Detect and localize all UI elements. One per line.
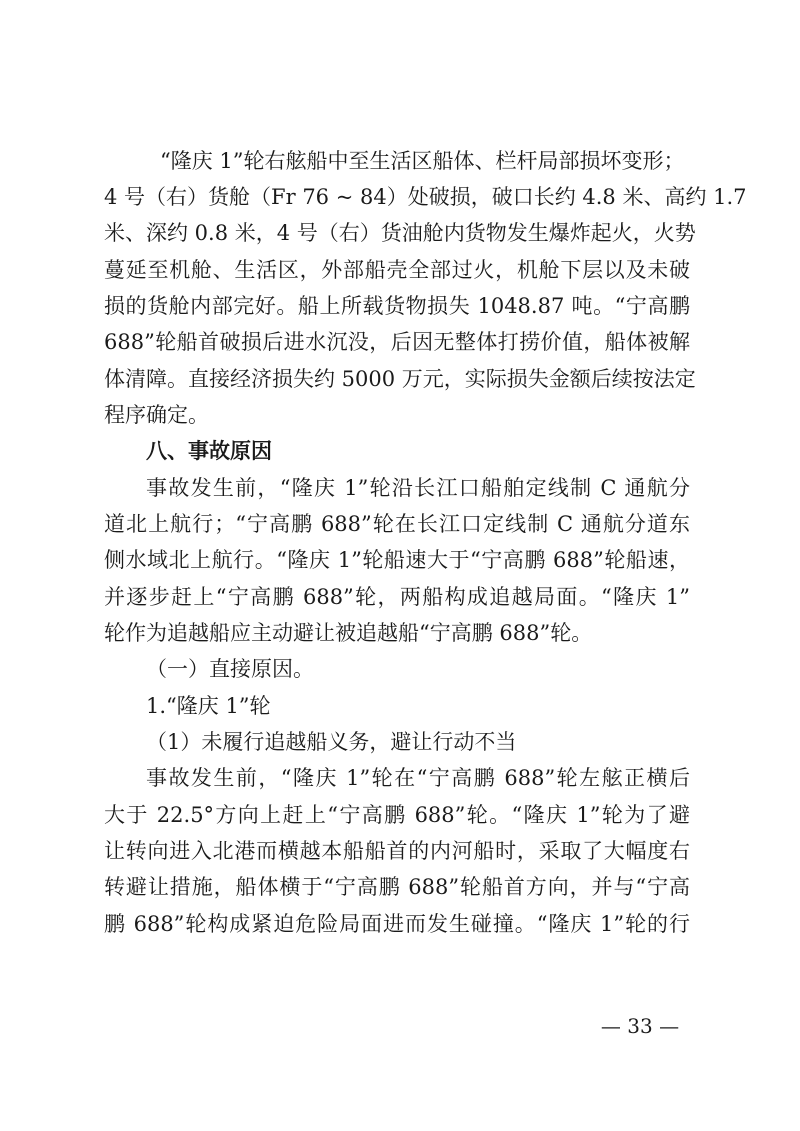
text-line: 鹏 688”轮构成紧迫危险局面进而发生碰撞。“隆庆 1”轮的行 (104, 912, 690, 936)
text-line: “隆庆 1”轮右舷船中至生活区船体、栏杆局部损坏变形； (160, 149, 685, 173)
text-line: 体清障。直接经济损失约 5000 万元，实际损失金额后续按法定 (104, 367, 696, 391)
text-line: 4 号（右）货舱（Fr 76 ~ 84）处破损，破口长约 4.8 米、高约 1.7 (104, 185, 747, 209)
page-number: — 33 — (600, 1014, 680, 1038)
subsection-heading: 1.“隆庆 1”轮 (146, 694, 271, 718)
text-line: 侧水域北上航行。“隆庆 1”轮船速大于“宁高鹏 688”轮船速， (104, 548, 690, 572)
text-line: 道北上航行；“宁高鹏 688”轮在长江口定线制 C 通航分道东 (104, 512, 690, 536)
text-line: 损的货舱内部完好。船上所载货物损失 1048.87 吨。“宁高鹏 (104, 294, 690, 318)
text-line: 事故发生前，“隆庆 1”轮沿长江口船舶定线制 C 通航分 (146, 476, 690, 500)
section-heading: 八、事故原因 (146, 439, 272, 463)
text-line: 米、深约 0.8 米，4 号（右）货油舱内货物发生爆炸起火，火势 (104, 221, 696, 245)
text-line: 蔓延至机舱、生活区，外部船壳全部过火，机舱下层以及未破 (104, 258, 690, 282)
text-line: 轮作为追越船应主动避让被追越船“宁高鹏 688”轮。 (104, 621, 593, 645)
text-line: 并逐步赶上“宁高鹏 688”轮，两船构成追越局面。“隆庆 1” (104, 585, 690, 609)
text-line: 688”轮船首破损后进水沉没，后因无整体打捞价值，船体被解 (104, 330, 690, 354)
text-line: 事故发生前，“隆庆 1”轮在“宁高鹏 688”轮左舷正横后 (146, 766, 690, 790)
subsection-heading: （1）未履行追越船义务，避让行动不当 (146, 730, 517, 754)
text-line: 程序确定。 (104, 403, 209, 427)
text-line: 让转向进入北港而横越本船船首的内河船时，采取了大幅度右 (104, 839, 690, 863)
subsection-heading: （一）直接原因。 (146, 657, 314, 681)
text-line: 转避让措施，船体横于“宁高鹏 688”轮船首方向，并与“宁高 (104, 875, 690, 899)
text-line: 大于 22.5°方向上赶上“宁高鹏 688”轮。“隆庆 1”轮为了避 (104, 803, 690, 827)
